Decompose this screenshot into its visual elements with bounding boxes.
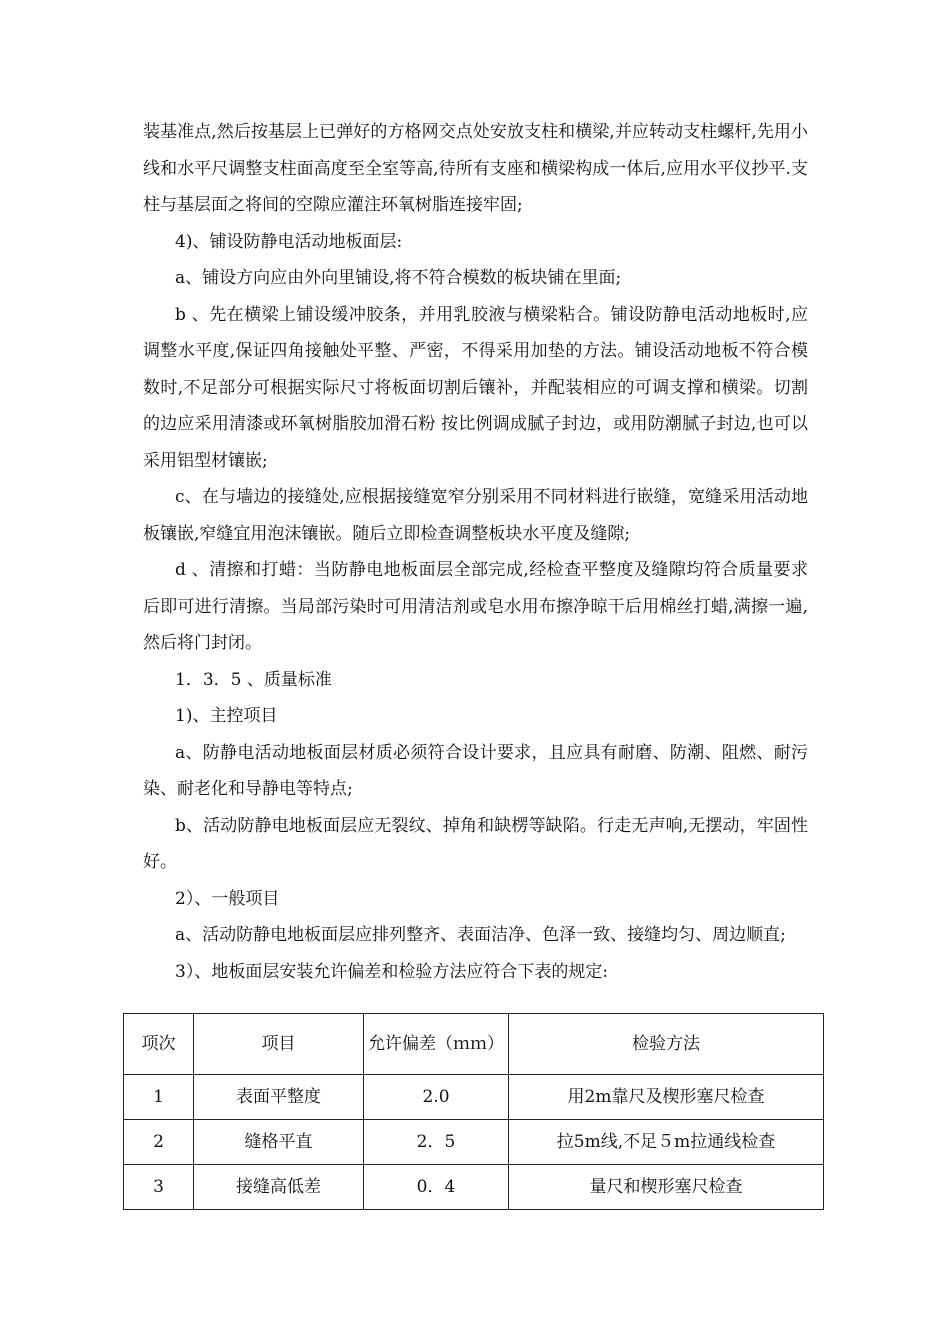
heading-main-control-items: 1)、主控项目 <box>175 706 278 726</box>
table-header-row <box>124 1014 824 1075</box>
paragraph-tolerance-intro: 3）、地板面层安装允许偏差和检验方法应符合下表的规定: <box>175 961 609 982</box>
table-row <box>124 1075 824 1120</box>
paragraph-main-a: a、防静电活动地板面层材质必须符合设计要求，且应具有耐磨、防潮、阻燃、耐污染、耐老化和导静电等特点; <box>143 742 808 799</box>
cell-index: 1 <box>124 1075 194 1120</box>
header-cell-method: 检验方法 <box>509 1014 824 1075</box>
cell-tolerance: 2．5 <box>364 1120 509 1165</box>
cell-method: 用2m靠尺及楔形塞尺检查 <box>509 1075 824 1120</box>
cell-item: 接缝高低差 <box>194 1165 364 1210</box>
paragraph-step-a: a、铺设方向应由外向里铺设,将不符合模数的板块铺在里面; <box>175 268 622 288</box>
table-row <box>124 1120 824 1165</box>
document-body <box>143 114 808 990</box>
tolerance-table <box>123 1013 824 1210</box>
cell-tolerance: 2.0 <box>364 1075 509 1120</box>
paragraph-general-a: a、活动防静电地板面层应排列整齐、表面洁净、色泽一致、接缝均匀、周边顺直; <box>175 925 786 945</box>
cell-method: 量尺和楔形塞尺检查 <box>509 1165 824 1210</box>
cell-index: 2 <box>124 1120 194 1165</box>
paragraph-main-b: b、活动防静电地板面层应无裂纹、掉角和缺楞等缺陷。行走无声响,无摆动，牢固性好。 <box>143 815 808 872</box>
heading-lay-floor-surface: 4)、铺设防静电活动地板面层: <box>175 231 403 252</box>
header-cell-item: 项目 <box>194 1014 364 1075</box>
header-cell-index: 项次 <box>124 1014 194 1075</box>
paragraph-step-c: c、在与墙边的接缝处,应根据接缝宽窄分别采用不同材料进行嵌缝，宽缝采用活动地板镶嵌,窄缝宜用泡沫镶嵌。随后立即检查调整板块水平度及缝隙; <box>143 487 808 544</box>
heading-quality-standard: 1．3．5 、质量标准 <box>175 669 332 690</box>
paragraph-step-b: b 、先在横梁上铺设缓冲胶条，并用乳胶液与横梁粘合。铺设防静电活动地板时,应调整水平度,保证四角接触处平整、严密，不得采用加垫的方法。铺设活动地板不符合模数时,不足部分可根据实际尺寸将板面切割后镶补，并配装相应的可调支撑和横梁。切割的边应采用清漆或环氧树脂胶加滑石粉 按比例调成腻子封边，或用防潮腻子封边,也可以采用铝型材镶嵌; <box>143 304 808 471</box>
heading-general-items: 2）、一般项目 <box>175 888 280 909</box>
table-row <box>124 1165 824 1210</box>
cell-index: 3 <box>124 1165 194 1210</box>
cell-item: 表面平整度 <box>194 1075 364 1120</box>
cell-item: 缝格平直 <box>194 1120 364 1165</box>
header-cell-tolerance: 允许偏差（ｍｍ） <box>364 1014 509 1075</box>
cell-tolerance: 0．4 <box>364 1165 509 1210</box>
cell-method: 拉5m线,不足５m拉通线检查 <box>509 1120 824 1165</box>
paragraph-step-d: d 、清擦和打蜡：当防静电地板面层全部完成,经检查平整度及缝隙均符合质量要求后即可进行清擦。当局部污染时可用清洁剂或皂水用布擦净晾干后用棉丝打蜡,满擦一遍,然后将门封闭。 <box>143 560 808 653</box>
paragraph-base-installation: 装基准点,然后按基层上已弹好的方格网交点处安放支柱和横梁,并应转动支柱螺杆,先用小线和水平尺调整支柱面高度至全室等高,待所有支座和横梁构成一体后,应用水平仪抄平.支柱与基层面之将间的空隙应灌注环氧树脂连接牢固; <box>143 122 808 215</box>
